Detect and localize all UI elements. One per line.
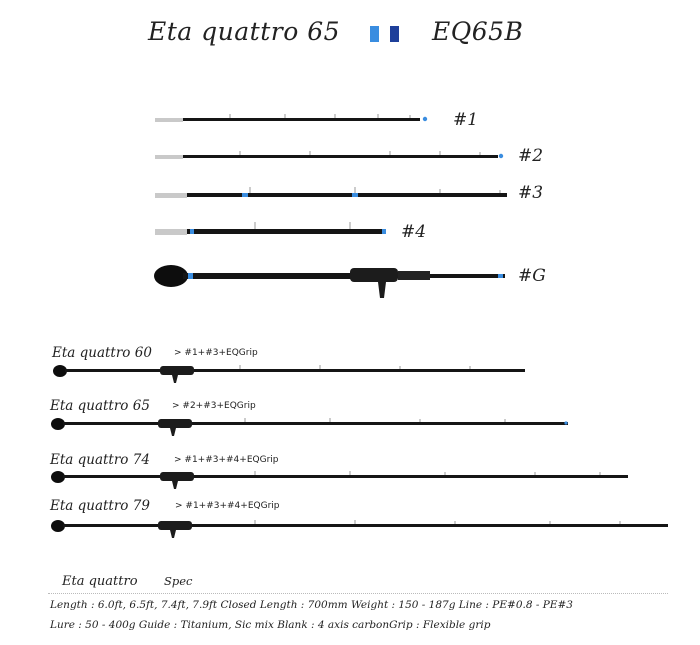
- piece-label-grip: #G: [518, 266, 546, 286]
- combo-rod-65: [51, 418, 568, 436]
- combo-formula-79: > #1+#3+#4+EQGrip: [175, 501, 280, 511]
- combo-formula-65: > #2+#3+EQGrip: [172, 401, 256, 411]
- combo-rod-60: [53, 365, 525, 383]
- spec-line-2: Lure : 50 - 400g Guide : Titanium, Sic mix Blank : 4 axis carbonGrip : Flexible grip: [50, 619, 491, 631]
- combo-name-65: Eta quattro 65: [50, 398, 150, 414]
- piece-label-1: #1: [453, 110, 479, 130]
- combo-name-74: Eta quattro 74: [50, 452, 150, 468]
- page-title: Eta quattro 65: [148, 17, 341, 46]
- combo-rod-79: [51, 520, 668, 538]
- combo-formula-60: > #1+#3+EQGrip: [174, 348, 258, 358]
- rod-grip: [154, 265, 505, 298]
- piece-label-3: #3: [518, 183, 544, 203]
- combo-rod-74: [51, 471, 628, 489]
- rod-piece-3: [155, 187, 507, 198]
- combo-name-60: Eta quattro 60: [52, 345, 152, 361]
- rod-piece-4: [155, 222, 386, 235]
- spec-subtitle: Spec: [164, 574, 193, 588]
- rod-piece-2: [155, 151, 503, 159]
- model-code: EQ65B: [432, 17, 524, 46]
- rod-piece-1: [155, 114, 427, 122]
- piece-label-2: #2: [518, 146, 544, 166]
- spec-divider: [48, 593, 668, 594]
- spec-title: Eta quattro: [62, 574, 138, 589]
- combo-name-79: Eta quattro 79: [50, 498, 150, 514]
- spec-line-1: Length : 6.0ft, 6.5ft, 7.4ft, 7.9ft Closed Length : 700mm Weight : 150 - 187g Line : PE#0.8 - PE#3: [50, 599, 573, 611]
- piece-label-4: #4: [401, 222, 427, 242]
- combo-formula-74: > #1+#3+#4+EQGrip: [174, 455, 279, 465]
